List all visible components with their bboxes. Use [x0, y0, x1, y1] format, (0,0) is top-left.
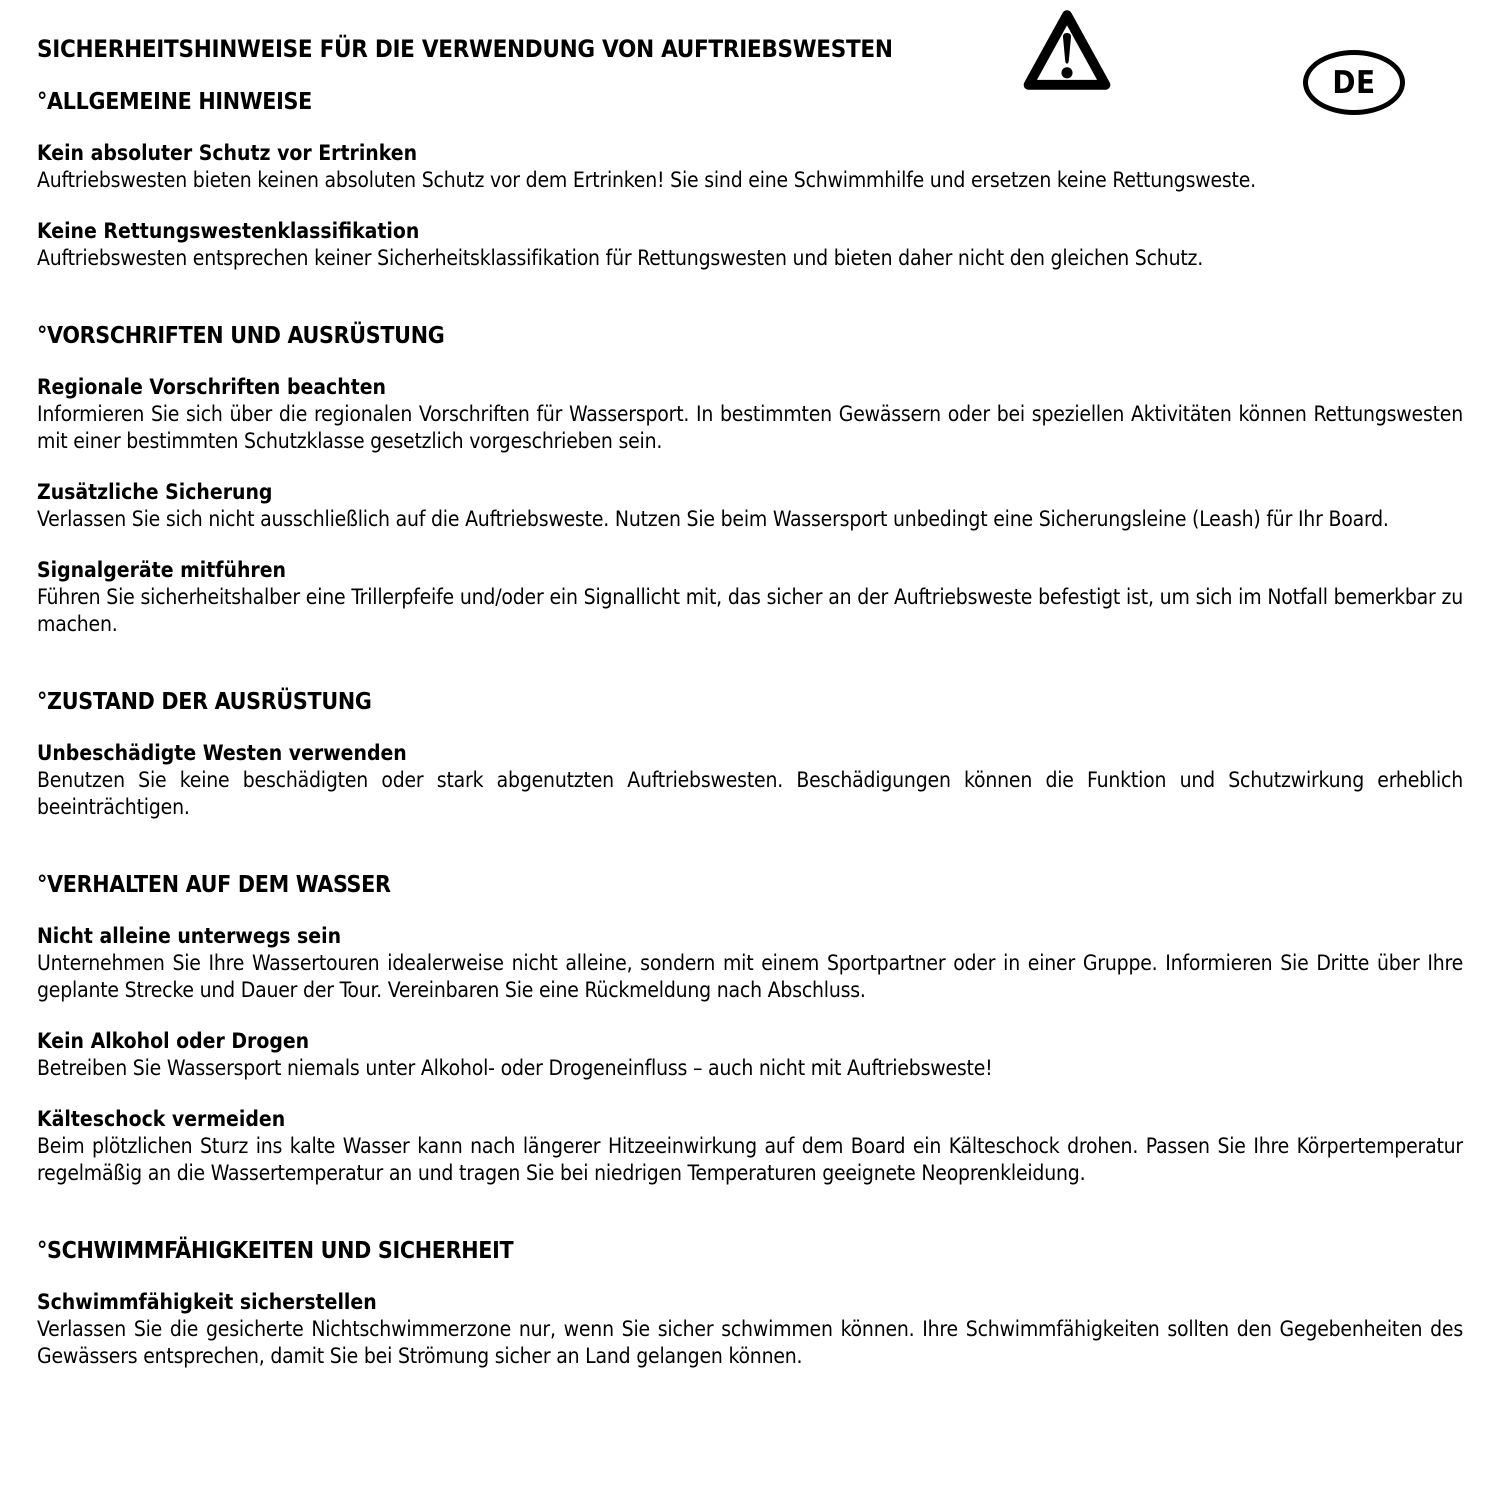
item-body: Benutzen Sie keine beschädigten oder stark abgenutzten Auftriebswesten. Beschädigungen können die Funktion und Schutzwirkung erheblich beeinträchtigen. [37, 768, 1463, 819]
item-title: Regionale Vorschriften beachten [37, 375, 387, 399]
section-schwimmfaehigkeiten-und-sicherheit [37, 1238, 1463, 1370]
section-heading: °VORSCHRIFTEN UND AUSRÜSTUNG [37, 323, 445, 349]
instruction-item [37, 374, 1463, 455]
warning-triangle-icon [1022, 8, 1112, 92]
item-body: Auftriebswesten entsprechen keiner Sicherheitsklassifikation für Rettungswesten und bieten daher nicht den gleichen Schutz. [37, 246, 1204, 270]
instruction-item [37, 923, 1463, 1004]
item-title: Signalgeräte mitführen [37, 558, 287, 582]
section-zustand-der-ausruestung [37, 689, 1463, 821]
item-title: Keine Rettungswestenklassifikation [37, 219, 420, 243]
item-body: Verlassen Sie sich nicht ausschließlich auf die Auftriebsweste. Nutzen Sie beim Wassersport unbedingt eine Sicherungsleine (Leash) für Ihr Board. [37, 507, 1389, 531]
country-badge-label: DE [1332, 64, 1376, 101]
item-body: Führen Sie sicherheitshalber eine Trillerpfeife und/oder ein Signallicht mit, das sicher an der Auftriebsweste befestigt ist, um sich im Notfall bemerkbar zu machen. [37, 585, 1463, 636]
item-title: Kein absoluter Schutz vor Ertrinken [37, 141, 418, 165]
item-body: Unternehmen Sie Ihre Wassertouren idealerweise nicht alleine, sondern mit einem Sportpartner oder in einer Gruppe. Informieren Sie Dritte über Ihre geplante Strecke und Dauer der Tour. Vereinbaren Sie eine Rückmeldung nach Abschluss. [37, 951, 1463, 1002]
instruction-item [37, 557, 1463, 638]
instruction-item [37, 1028, 1463, 1082]
section-heading: °SCHWIMMFÄHIGKEITEN UND SICHERHEIT [37, 1238, 514, 1264]
instruction-item [37, 1106, 1463, 1187]
item-title: Schwimmfähigkeit sicherstellen [37, 1290, 377, 1314]
page-header [37, 35, 1463, 101]
section-heading: °ALLGEMEINE HINWEISE [37, 89, 312, 115]
item-body: Beim plötzlichen Sturz ins kalte Wasser kann nach längerer Hitzeeinwirkung auf dem Board ein Kälteschock drohen. Passen Sie Ihre Körpertemperatur regelmäßig an die Wassertemperatur an und tragen Sie bei niedrigen Temperaturen geeignete Neoprenkleidung. [37, 1134, 1463, 1185]
item-title: Zusätzliche Sicherung [37, 480, 273, 504]
section-allgemeine-hinweise [37, 89, 1463, 272]
section-heading: °ZUSTAND DER AUSRÜSTUNG [37, 689, 372, 715]
section-verhalten-auf-dem-wasser [37, 872, 1463, 1187]
instruction-item [37, 479, 1463, 533]
item-body: Informieren Sie sich über die regionalen Vorschriften für Wassersport. In bestimmten Gewässern oder bei speziellen Aktivitäten können Rettungswesten mit einer bestimmten Schutzklasse gesetzlich vorgeschrieben sein. [37, 402, 1463, 453]
item-title: Nicht alleine unterwegs sein [37, 924, 342, 948]
section-heading: °VERHALTEN AUF DEM WASSER [37, 872, 391, 898]
item-body: Betreiben Sie Wassersport niemals unter Alkohol- oder Drogeneinfluss – auch nicht mit Auftriebsweste! [37, 1056, 993, 1080]
instruction-item [37, 140, 1463, 194]
section-vorschriften-und-ausruestung [37, 323, 1463, 638]
item-title: Kein Alkohol oder Drogen [37, 1029, 310, 1053]
item-body: Auftriebswesten bieten keinen absoluten Schutz vor dem Ertrinken! Sie sind eine Schwimmhilfe und ersetzen keine Rettungsweste. [37, 168, 1256, 192]
instruction-item [37, 218, 1463, 272]
instruction-item [37, 1289, 1463, 1370]
item-title: Kälteschock vermeiden [37, 1107, 286, 1131]
page-title: SICHERHEITSHINWEISE FÜR DIE VERWENDUNG VON AUFTRIEBSWESTEN [37, 35, 893, 63]
item-title: Unbeschädigte Westen verwenden [37, 741, 407, 765]
instruction-item [37, 740, 1463, 821]
item-body: Verlassen Sie die gesicherte Nichtschwimmerzone nur, wenn Sie sicher schwimmen können. Ihre Schwimmfähigkeiten sollten den Gegebenheiten des Gewässers entsprechen, damit Sie bei Strömung sicher an Land gelangen können. [37, 1317, 1463, 1368]
country-badge-de [1303, 50, 1405, 115]
